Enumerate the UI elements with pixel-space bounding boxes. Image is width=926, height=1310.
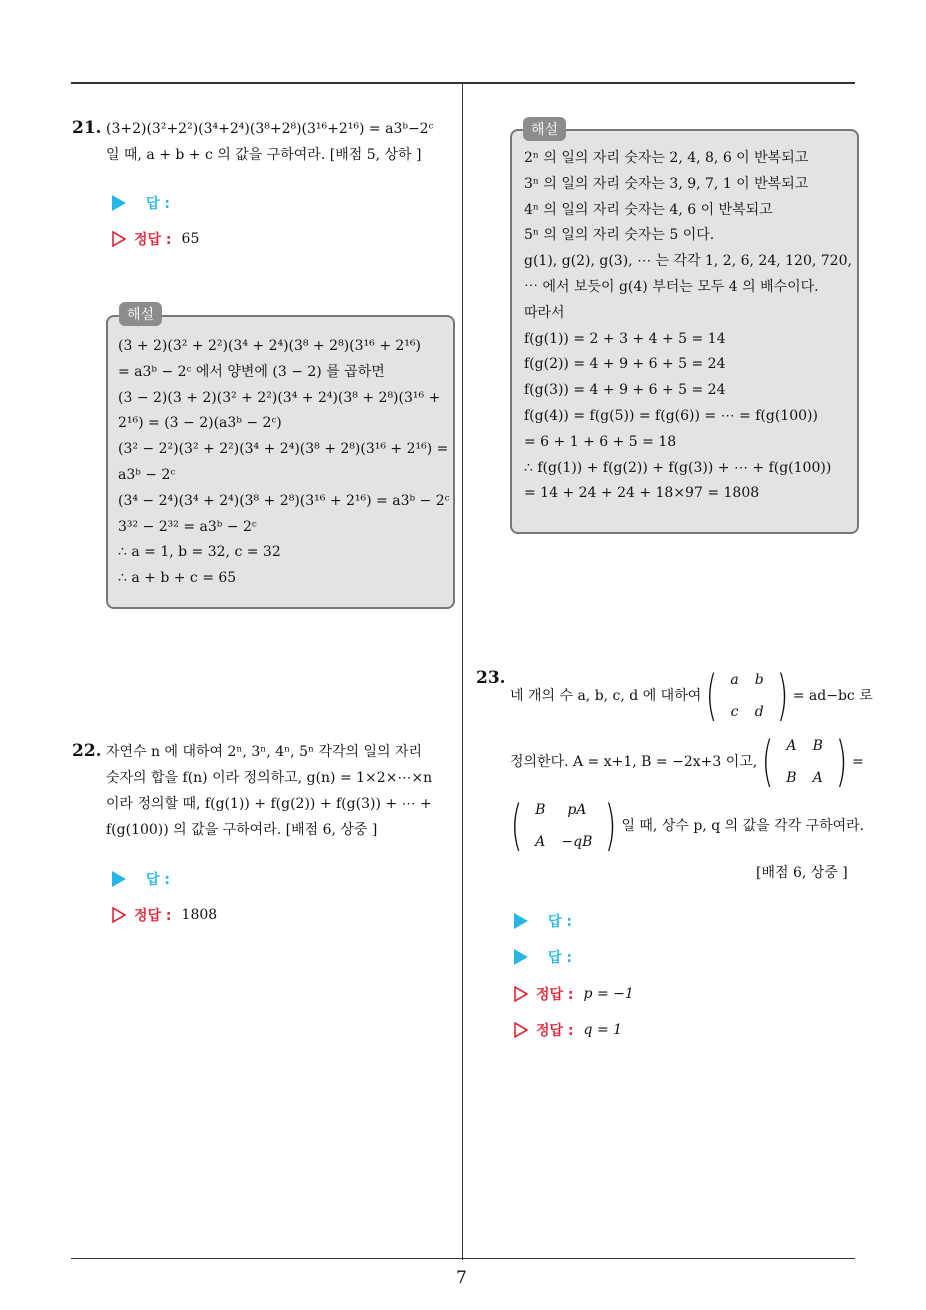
- question-line: (3+2)(3²+2²)(3⁴+2⁴)(3⁸+2⁸)(3¹⁶+2¹⁶) = a3ᵇ−2ᶜ: [106, 121, 434, 137]
- question-text: =: [851, 754, 864, 770]
- question-line: f(g(100)) 의 값을 구하여라. [배점 6, 상중 ]: [106, 822, 378, 838]
- question-line: 숫자의 합을 f(n) 이라 정의하고, g(n) = 1×2×⋯×n: [106, 770, 433, 786]
- explanation-box: [510, 129, 859, 534]
- question-line: 이라 정의할 때, f(g(1)) + f(g(2)) + f(g(3)) + ⋯ +: [106, 796, 432, 812]
- matrix-pq: [506, 794, 621, 858]
- outline-triangle-icon: [514, 1022, 528, 1038]
- matrix-table: [527, 794, 600, 858]
- correct-answer-row: [514, 984, 634, 1004]
- correct-answer-label: 정답 :: [536, 1023, 574, 1039]
- answer-row: [514, 911, 572, 931]
- play-icon: [112, 195, 126, 211]
- outline-triangle-icon: [112, 231, 126, 247]
- matrix-cell: d: [754, 704, 764, 720]
- answer-label: 답 :: [146, 196, 170, 212]
- explanation-box: [106, 315, 455, 609]
- correct-answer-value: 65: [181, 231, 200, 247]
- answer-row: [112, 869, 170, 889]
- matrix-cell: pA: [567, 802, 587, 818]
- explanation-line: a3ᵇ − 2ᶜ: [118, 466, 176, 483]
- outline-triangle-icon: [514, 986, 528, 1002]
- explanation-line: 4ⁿ 의 일의 자리 숫자는 4, 6 이 반복되고: [524, 201, 773, 218]
- left-paren: (: [761, 730, 774, 793]
- matrix-cell: A: [535, 834, 546, 850]
- explanation-line: ∴ a + b + c = 65: [118, 570, 237, 587]
- explanation-line: (3 + 2)(3² + 2²)(3⁴ + 2⁴)(3⁸ + 2⁸)(3¹⁶ + 2¹⁶): [118, 338, 421, 354]
- page-number: 7: [456, 1268, 467, 1288]
- correct-answer-row: [112, 229, 199, 249]
- answer-row: [514, 947, 572, 967]
- explanation-line: ∴ f(g(1)) + f(g(2)) + f(g(3)) + ⋯ + f(g(100)): [524, 459, 832, 476]
- matrix-table: [722, 664, 771, 728]
- matrix-cell: B: [786, 770, 797, 786]
- explanation-line: g(1), g(2), g(3), ⋯ 는 각각 1, 2, 6, 24, 120, 720,: [524, 253, 852, 270]
- explanation-line: ∴ a = 1, b = 32, c = 32: [118, 544, 281, 561]
- matrix-cell: B: [535, 802, 546, 818]
- explanation-line: f(g(1)) = 2 + 3 + 4 + 5 = 14: [524, 330, 726, 347]
- question-number: 22.: [72, 741, 102, 761]
- correct-answer-label: 정답 :: [134, 908, 172, 924]
- matrix-abba: [757, 730, 852, 794]
- correct-answer-row: [112, 905, 217, 925]
- question-text: 일 때, 상수 p, q 의 값을 각각 구하여라.: [621, 818, 865, 834]
- question-line-2: [510, 732, 864, 792]
- question-text: [106, 739, 432, 843]
- column-divider: [462, 82, 463, 1260]
- matrix-cell: −qB: [561, 834, 593, 850]
- explanation-tag: 해설: [523, 117, 566, 141]
- explanation-line: (3² − 2²)(3² + 2²)(3⁴ + 2⁴)(3⁸ + 2⁸)(3¹⁶ + 2¹⁶) =: [118, 441, 449, 458]
- answer-row: [112, 193, 170, 213]
- explanation-line: f(g(3)) = 4 + 9 + 6 + 5 = 24: [524, 382, 726, 399]
- question-line-1: [510, 666, 873, 726]
- correct-answer-label: 정답 :: [536, 987, 574, 1003]
- explanation-text: [118, 334, 449, 592]
- answer-label: 답 :: [146, 872, 170, 888]
- score-label: [배점 6, 상중 ]: [756, 865, 848, 881]
- matrix-cell: A: [812, 770, 823, 786]
- explanation-line: (3⁴ − 2⁴)(3⁴ + 2⁴)(3⁸ + 2⁸)(3¹⁶ + 2¹⁶) = a3ᵇ − 2ᶜ: [118, 492, 450, 509]
- matrix-cell: c: [730, 704, 739, 720]
- question-text: [106, 116, 433, 168]
- explanation-line: ⋯ 에서 보듯이 g(4) 부터는 모두 4 의 배수이다.: [524, 278, 819, 295]
- matrix-table: [778, 730, 831, 794]
- correct-answer-value: q = 1: [583, 1022, 623, 1038]
- left-paren: (: [706, 664, 718, 727]
- bottom-rule: [71, 1258, 855, 1259]
- left-paren: (: [510, 794, 523, 857]
- explanation-line: f(g(4)) = f(g(5)) = f(g(6)) = ⋯ = f(g(100)): [524, 407, 818, 424]
- play-icon: [514, 913, 528, 929]
- explanation-line: = 14 + 24 + 24 + 18×97 = 1808: [524, 485, 760, 502]
- question-line-3: [506, 796, 864, 856]
- explanation-line: 5ⁿ 의 일의 자리 숫자는 5 이다.: [524, 227, 715, 244]
- question-text: 네 개의 수 a, b, c, d 에 대하여: [510, 688, 702, 704]
- question-number: 21.: [72, 118, 102, 138]
- play-icon: [112, 871, 126, 887]
- explanation-line: = 6 + 1 + 6 + 5 = 18: [524, 433, 677, 450]
- correct-answer-value: 1808: [181, 907, 218, 923]
- top-rule: [71, 82, 855, 84]
- explanation-line: f(g(2)) = 4 + 9 + 6 + 5 = 24: [524, 356, 726, 373]
- outline-triangle-icon: [112, 907, 126, 923]
- answer-label: 답 :: [548, 950, 572, 966]
- explanation-line: 3³² − 2³² = a3ᵇ − 2ᶜ: [118, 518, 257, 535]
- matrix-cell: A: [786, 738, 797, 754]
- question-line: 일 때, a + b + c 의 값을 구하여라. [배점 5, 상하 ]: [106, 147, 422, 163]
- answer-label: 답 :: [548, 914, 572, 930]
- right-paren: ): [835, 730, 848, 793]
- play-icon: [514, 949, 528, 965]
- matrix-abcd: [701, 664, 792, 728]
- right-paren: ): [776, 664, 789, 727]
- explanation-line: 2¹⁶) = (3 − 2)(a3ᵇ − 2ᶜ): [118, 415, 282, 432]
- right-paren: ): [605, 794, 617, 857]
- matrix-cell: a: [730, 672, 739, 688]
- correct-answer-value: p = −1: [583, 986, 634, 1002]
- question-number: 23.: [476, 668, 506, 688]
- matrix-cell: b: [754, 672, 764, 688]
- explanation-tag: 해설: [119, 302, 162, 326]
- explanation-line: 따라서: [524, 304, 565, 321]
- explanation-line: 3ⁿ 의 일의 자리 숫자는 3, 9, 7, 1 이 반복되고: [524, 175, 809, 192]
- explanation-text: [524, 146, 852, 507]
- explanation-line: = a3ᵇ − 2ᶜ 에서 양변에 (3 − 2) 를 곱하면: [118, 363, 385, 380]
- matrix-cell: B: [812, 738, 823, 754]
- question-text: 정의한다. A = x+1, B = −2x+3 이고,: [510, 754, 758, 770]
- question-line: 자연수 n 에 대하여 2ⁿ, 3ⁿ, 4ⁿ, 5ⁿ 각각의 일의 자리: [106, 744, 423, 760]
- correct-answer-row: [514, 1020, 622, 1040]
- question-text: = ad−bc 로: [792, 688, 873, 704]
- correct-answer-label: 정답 :: [134, 232, 172, 248]
- explanation-line: (3 − 2)(3 + 2)(3² + 2²)(3⁴ + 2⁴)(3⁸ + 2⁸)(3¹⁶ +: [118, 389, 441, 406]
- explanation-line: 2ⁿ 의 일의 자리 숫자는 2, 4, 8, 6 이 반복되고: [524, 150, 809, 166]
